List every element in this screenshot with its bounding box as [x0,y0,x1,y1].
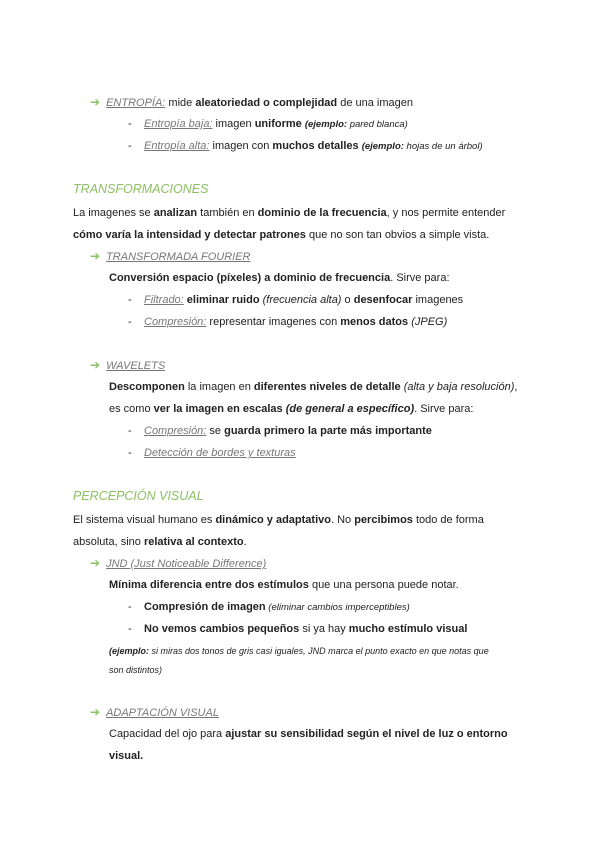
text: todo de forma [412,514,484,526]
dash-bullet: - [128,447,132,459]
bold-italic-text: (de general a específico) [282,403,415,415]
text: Capacidad del ojo para [109,728,226,740]
bold-text: desenfocar [353,294,413,306]
entropia-baja-label: Entropía baja: [144,118,213,130]
example-label: (ejemplo: [304,119,348,130]
compresion-label: Compresión: [144,425,207,437]
bold-text: relativa al contexto [143,536,244,548]
text: , y nos permite entender [386,207,506,219]
italic-text: (frecuencia alta) [259,294,342,306]
text: que no son tan obvios a simple vista. [305,229,490,241]
example-label: (ejemplo: [109,646,150,656]
paragraph-line [73,513,484,527]
dash-bullet: - [128,294,132,306]
bold-text: Compresión de imagen [144,601,266,613]
section-heading-transformaciones: TRANSFORMACIONES [73,182,209,196]
text: también en [197,207,258,219]
italic-text: (JPEG) [408,316,448,328]
adaptacion-item [90,705,219,720]
jnd-compresion-item [128,600,410,615]
wavelets-compresion-item [128,424,432,438]
compresion-label: Compresión: [144,316,207,328]
text: que una persona puede notar. [308,579,459,591]
dash-bullet: - [128,425,132,437]
bold-text: muchos detalles [272,140,359,152]
dash-bullet: - [128,140,132,152]
compresion-item [128,315,447,329]
bold-text: aleatoriedad o complejidad [195,97,338,109]
text: o [341,294,354,306]
bold-text: menos datos [340,316,409,328]
fourier-label: TRANSFORMADA FOURIER [106,251,251,263]
paragraph-line [73,206,505,220]
wavelets-description-2 [109,402,473,416]
text: se [206,425,225,437]
text: . Sirve para: [414,403,474,415]
text: de una imagen [337,97,413,109]
bold-text: mucho estímulo visual [348,623,468,635]
text: imagen [212,118,255,130]
adaptacion-label: ADAPTACIÓN VISUAL [106,707,219,719]
jnd-cambios-item [128,622,467,636]
arrow-icon: ➔ [90,249,101,263]
bold-text: Descomponen [109,381,185,393]
text: es como [109,403,154,415]
bold-text: eliminar ruido [183,294,260,306]
bold-text: ajustar su sensibilidad según el nivel de luz o entorno [225,728,508,740]
bold-text: visual. [109,750,144,762]
entropia-label: ENTROPÍA: [106,97,166,109]
bold-text: ver la imagen en escalas [153,403,283,415]
italic-text: (alta y baja resolución) [400,381,515,393]
fourier-item [90,249,251,264]
jnd-description [109,578,459,592]
text: , [514,381,518,393]
text: absoluta, sino [73,536,144,548]
dash-bullet: - [128,118,132,130]
italic-text: (eliminar cambios imperceptibles) [265,602,410,613]
section-heading-percepcion: PERCEPCIÓN VISUAL [73,489,204,503]
paragraph-line [73,228,489,242]
text: imagenes [412,294,464,306]
arrow-icon: ➔ [90,95,101,109]
example-text: hojas de un árbol) [403,141,483,152]
bold-text: dominio de la frecuencia [257,207,387,219]
adaptacion-description-2 [109,749,143,763]
bold-text: analizan [153,207,198,219]
text: representar imagenes con [206,316,341,328]
text: La imagenes se [73,207,154,219]
entropia-alta-label: Entropía alta: [144,140,210,152]
filtrado-item [128,293,463,307]
example-text: si miras dos tonos de gris casi iguales, JND marca el punto exacto en que notas que [149,646,489,656]
text: si ya hay [299,623,349,635]
dash-bullet: - [128,601,132,613]
bold-text: Conversión espacio (píxeles) a dominio de frecuencia [109,272,391,284]
bold-text: No vemos cambios pequeños [144,623,300,635]
fourier-description [109,271,450,285]
example-label: (ejemplo: [361,141,404,152]
paragraph-line [73,535,247,549]
dash-bullet: - [128,623,132,635]
bold-text: cómo varía la intensidad y detectar patrones [73,229,306,241]
filtrado-label: Filtrado: [144,294,184,306]
jnd-example-note-2 [109,663,162,677]
entropia-item [90,95,413,110]
bold-text: Mínima diferencia entre dos estímulos [109,579,309,591]
text: imagen con [209,140,273,152]
deteccion-label: Detección de bordes y texturas [144,447,296,459]
deteccion-item [128,446,296,460]
text: mide [165,97,196,109]
dash-bullet: - [128,316,132,328]
arrow-icon: ➔ [90,358,101,372]
jnd-item [90,556,266,571]
bold-text: dinámico y adaptativo [215,514,331,526]
text: . Sirve para: [390,272,450,284]
example-text: pared blanca) [347,119,408,130]
bold-text: guarda primero la parte más importante [224,425,432,437]
entropia-alta-item [128,139,483,154]
text: El sistema visual humano es [73,514,216,526]
text: . [243,536,247,548]
bold-text: diferentes niveles de detalle [253,381,401,393]
jnd-label: JND (Just Noticeable Difference) [106,558,267,570]
adaptacion-description [109,727,508,741]
text: . No [330,514,355,526]
text: la imagen en [184,381,254,393]
wavelets-item [90,358,165,373]
wavelets-description [109,380,517,394]
entropia-baja-item [128,117,408,132]
bold-text: percibimos [354,514,413,526]
bold-text: uniforme [254,118,302,130]
arrow-icon: ➔ [90,556,101,570]
arrow-icon: ➔ [90,705,101,719]
jnd-example-note [109,644,489,658]
wavelets-label: WAVELETS [106,360,166,372]
example-text: son distintos) [109,665,163,675]
